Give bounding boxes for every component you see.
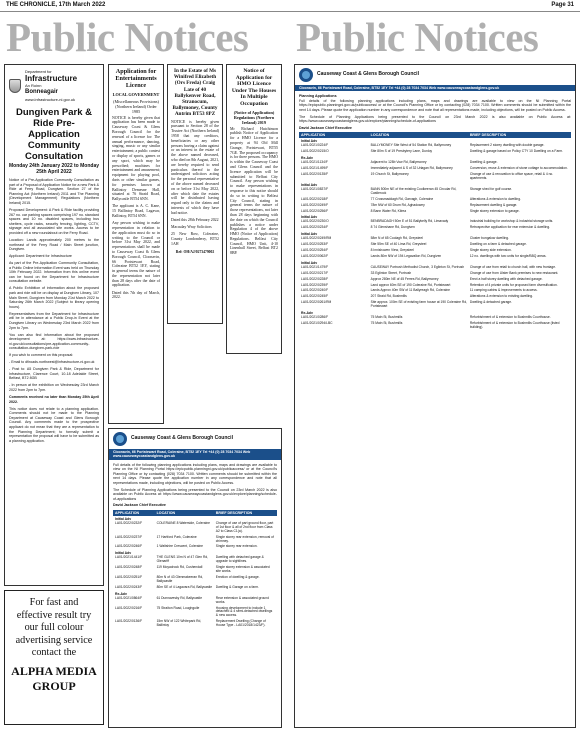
- para: Dated this 28th February 2022: [171, 217, 219, 222]
- description: Single storey extension & associated site works.: [215, 565, 270, 574]
- notice-sub: (Notice of Application) Regulations (Northern Ireland) 2019: [233, 109, 275, 125]
- notice-title: Dungiven Park & Ride Pre-Application Community Consultation: [15, 107, 93, 162]
- section-title-left: Public Notices: [6, 14, 249, 60]
- location: 75 Main St, Bushmills: [370, 315, 403, 320]
- para: Mr Richard Hutchinson publish Notice of Application for a HMO Licence for a property at 94 Old Mill Grange, Portstewart, BT55 7GE. The proposed occupancy is for three persons. The HMO is within the Causeway Coast and Glens Council and the licence application will be submitted to Belfast City Council. Any person wishing to make representations in response to this notice should do so in writing to Belfast City Council, stating in general terms the nature of those representations, not later than 28 days beginning with the date on which the Council publishes a notice under Regulation 4 of the above HMO (Notice of Application) Regulations. Belfast City Council, HMO Unit, 4-10 Linenhall Street, Belfast BT2 8BP.: [230, 126, 278, 256]
- application-ref: LA01/2022/0062/F: [301, 253, 329, 258]
- location: Adjacent to 128b Vow Rd, Ballymoney: [370, 160, 427, 165]
- location: CAUSEWAY Portrush Methodist Church, 3 Eglinton St, Portrush: [370, 264, 465, 269]
- application-ref: LA01/2022/0234/F: [301, 225, 329, 230]
- table-row: [113, 565, 277, 575]
- section-title-right: Public Notices: [296, 14, 539, 60]
- location: 33 Eglinton Street, Portrush: [370, 270, 412, 275]
- dept-line: Department for: [25, 69, 52, 74]
- location: 1 Waltshire Crescent, Coleraine: [156, 544, 204, 549]
- ad-text: For fast and effective result try our full colour advertising service contact the: [15, 597, 93, 658]
- table-row: [299, 321, 571, 331]
- para: The applicant is A. C. Kane, 15 Ballintoy Road, Lagavar, Ballintoy, BT54 6NN.: [112, 204, 160, 218]
- row-group-label: Initial Adv: [115, 516, 132, 521]
- application-ref: LA01/2022/0230/O: [301, 219, 329, 224]
- location: Immediately adjacent & S of 32 Urlagan Rd, Ballymoney: [370, 166, 453, 171]
- row-group-label: Re-Adv: [115, 591, 127, 596]
- table-row: [113, 555, 277, 565]
- notice-title: Notice of Application for HMO Licence Under The Houses In Multiple Occupation: [231, 68, 277, 107]
- description: Rear extension & associated ground works.: [215, 595, 269, 604]
- description: Dwelling & garage.: [469, 160, 498, 165]
- application-ref: LA01/2022/0246/F: [115, 544, 143, 549]
- description: Alterations & extension to dwelling.: [469, 196, 521, 201]
- application-ref: LA01/2022/0216/F: [115, 605, 143, 610]
- location: Approx 280m NE of 45 Ferres Rd, Ballymoney: [370, 276, 439, 281]
- location: 78m NW of 60 Drum Rd, Aghadowey: [370, 202, 425, 207]
- row-group-label: Initial Adv: [301, 215, 318, 220]
- notice-body: [230, 127, 278, 257]
- table-row: [113, 535, 277, 545]
- row-group-label: Re-Adv: [301, 156, 313, 161]
- application-table: [299, 138, 571, 330]
- description: 11 camping cabins & improvements to access.: [469, 288, 538, 293]
- council-contact-bar: Cloonavin, 66 Portstewart Road, Coleraine, BT52 1EY Tel +44 (0) 28 7034 7034 Web www.causewaycoastandglens.gov.uk: [109, 449, 281, 460]
- council-logo-icon: [299, 68, 313, 82]
- notice-title: Application for Entertainments Licence: [115, 68, 157, 90]
- description: Change of use & renovation to office space, retail & 4 no. apartments.: [469, 172, 554, 180]
- location: 8 74 Glenshane Rd, Dungiven: [370, 225, 415, 230]
- para: Representatives from the Department for Infrastructure will be in attendance at a Public Drop-in Event at the Dungiven Library on Wednesday 23rd March 2022 from 2pm to 7pm.: [9, 311, 99, 330]
- council-name: Causeway Coast & Glens Borough Council: [317, 71, 419, 78]
- description: Single storey extension to garage.: [469, 208, 520, 213]
- description: Single storey rear extension.: [215, 544, 258, 549]
- notice-dates: Monday 24th January 2022 to Monday 25th April 2022: [8, 163, 100, 175]
- location: 207 Straid Rd, Bushmills: [370, 294, 407, 299]
- description: Refurbishment of & extension to Bushmills Courthouse.: [469, 315, 551, 320]
- location: 15m NW of 122 Whitepark Rd, Ballintoy: [156, 619, 202, 628]
- application-ref: LA01/2022/0239/F: [301, 282, 329, 287]
- application-ref: LA01/2022/0237/F: [115, 534, 143, 539]
- para: Applicant: Department for Infrastructure: [9, 254, 72, 259]
- description: Change of use from retail to church hall, with new frontage.: [469, 264, 556, 269]
- location: 8 Innishowen View, Greysteel: [370, 248, 414, 253]
- hmo-notice: [226, 64, 282, 354]
- description: Dwelling & detached garage.: [469, 300, 512, 305]
- description: Erection of dwelling & garage.: [215, 575, 260, 579]
- location: COLERAINE 8 Waterside, Coleraine: [156, 520, 210, 525]
- dept-website: www.infrastructure-ni.gov.uk: [25, 97, 75, 102]
- ad-brand: ALPHA MEDIA GROUP: [11, 663, 97, 693]
- location: BENBRADAGH 50m E of 51 Ballykelly Rd, Limavady: [370, 219, 449, 224]
- signature: David Jackson Chief Executive: [113, 503, 166, 508]
- table-row: [113, 575, 277, 585]
- description: Replacement 2 storey dwelling with double garage.: [469, 143, 545, 148]
- description: Dwelling & Garage on a farm.: [215, 584, 260, 589]
- location: Land approx 60m SE of 190 Coleraine Rd, Portstewart: [370, 282, 451, 287]
- row-group-label: Initial Adv: [301, 182, 318, 187]
- description: Dwelling with detached garage & upgrade to sightlines.: [215, 555, 264, 564]
- description: Alterations & extension to existing dwelling.: [469, 294, 534, 299]
- causeway-planning-notice-1: [294, 64, 576, 728]
- col-location: LOCATION: [156, 510, 176, 515]
- row-group-label: Initial Adv: [115, 551, 132, 556]
- para: A Public Exhibition of information about the proposed park and ride will be on display at Dungiven Library, 107 Main Street, Dungiven from Monday 21st March 2022 to Saturday 26th March 2022 (Subject to library opening hours).: [9, 286, 99, 309]
- para: Comments received no later than Monday 25th April 2022.: [9, 395, 99, 404]
- application-ref: LA01/2022/0136/F: [115, 619, 143, 624]
- application-ref: LA01/2021/1441/F: [115, 555, 143, 560]
- location: 77 Crossmaddagh Rd, Garvagh, Coleraine: [370, 196, 434, 201]
- notice-title: In the Estate of Ms Winifred Elizabeth (Ors Freda) Craig Late of 40 Ballykenver Road, Stranocum, Ballymoney, County Antrim BT53 8PZ: [172, 68, 218, 118]
- description: 12 no. dwellings with two units for single/BBQ areas.: [469, 253, 547, 258]
- intro-schedule: The Schedule of Planning Applications being presented to the Council on 23rd March 2022 is also available on Public Access at: https://www.causewaycoastandglens.gov.uk/explore/planning/schedule-of-applications: [113, 487, 277, 501]
- description: Cluster bungalow dwelling.: [469, 236, 510, 241]
- location: 58m N of 65 Coolagh Rd, Greysteel: [370, 236, 423, 241]
- table-row: [113, 619, 277, 629]
- location: BANN 500m NE of the existing Coolkeeran 45 Circular Rd, Castlerock: [370, 186, 457, 195]
- location: Site 80m S of 19 Presbytery Lane, Dunloy: [370, 149, 433, 154]
- description: Change of use from Ulster Bank premises to new restaurant.: [469, 270, 559, 275]
- description: Refurbishment of & extension to Bushmills Courthouse (listed building).: [469, 321, 560, 329]
- alpha-media-ad: [4, 590, 104, 725]
- application-ref: LA01/2022/0217/F: [301, 270, 329, 275]
- dept-irish-name: Bonneagair: [25, 89, 59, 95]
- location: 19 Church St, Ballymoney: [370, 172, 409, 177]
- para: Proposed Development: A Park & Ride facility providing 267 no. car parking spaces comprising 197 no. standard spaces and 10 no. disabled spaces, including bus shelters, cycle racks, security fencing, lighting, CCTV, signage and all associated site works. Access to be provided off a new roundabout on the Ferry Road.: [9, 207, 99, 235]
- intro: Full details of the following planning applications including plans, maps and drawings are available to view on the NI Planning Portal https://epicpublic.planningni.gov.uk/publicaccess/ or at the Council's Planning Office or by contacting (028) 7034 7100. Written comments should be submitted within the next 14 days. Please quote the application number in any correspondence and note that all representations made, including objections, will be posted on Public Access.: [113, 462, 277, 485]
- row-group-label: Initial Adv: [301, 232, 318, 237]
- location: 17 Hartford Park, Coleraine: [156, 534, 197, 539]
- description: Dwelling & garage based on Policy CTY 10 Dwelling on a Farm.: [469, 149, 564, 154]
- para: Dated this 7th day of March, 2022.: [112, 290, 160, 300]
- para: If you wish to comment on this proposal:: [9, 353, 74, 358]
- col-description: BRIEF DESCRIPTION: [469, 133, 507, 138]
- application-ref: LA01/2022/0249/F: [301, 202, 329, 207]
- description: Single storey side extension.: [469, 248, 512, 253]
- application-ref: LA01/2021/1479/F: [301, 264, 329, 269]
- application-ref: LA01/2022/0218/F: [301, 196, 329, 201]
- notice-sub: (Miscellaneous Provisions) (Northern Ireland) Order 1985: [113, 98, 159, 114]
- estate-notice: [167, 64, 223, 324]
- application-ref: LA01/2021/0286/F: [301, 315, 329, 320]
- table-row: [113, 596, 277, 606]
- para: - Post to: A5 Dungiven Park & Ride, Department for Infrastructure, Clarence Court, 10-18 Adelaide Street, Belfast, BT2 8GB: [9, 367, 99, 381]
- application-ref: LA01/2021/0224/F: [301, 143, 329, 148]
- reference: Ref: OH/AJ/0273479002: [175, 249, 215, 254]
- para: As part of the Pre-Application Community Consultation, a Public Online Information Event was held on Thursday 10th February 2022. Information from this online event can be found on the Department for Infrastructure consultation website.: [9, 261, 99, 284]
- application-ref: LA01/2021/0294/LBC: [301, 321, 333, 326]
- application-ref: LA01/2021/1499/F: [301, 166, 329, 171]
- page-number: Page 31: [551, 2, 574, 8]
- application-ref: LA01/2022/0243/F: [115, 584, 143, 589]
- description: Dwelling on a farm & detached garage.: [469, 242, 527, 247]
- description: Single storey rear extension, removal of chimney.: [215, 534, 274, 543]
- dept-name: Infrastructure: [25, 74, 78, 83]
- location: Lands Approx 40m SW of 11 Ballyreagh Rd, Coleraine: [370, 288, 450, 293]
- location: 8 Bann Water Rd, Kilrea: [370, 208, 407, 213]
- col-location: LOCATION: [370, 133, 390, 138]
- description: Storage shed for golf course.: [469, 186, 513, 191]
- application-ref: LA01/2022/0248/F: [115, 565, 143, 570]
- location: Site 55m SE of 40 Lima Rd, Greysteel: [370, 242, 427, 247]
- description: Replacement dwelling & garage.: [469, 202, 518, 207]
- location: THE GLENS 10m N of 47 Glen Rd, Glenariff: [156, 555, 209, 564]
- application-ref: LA01/2022/0228/F: [301, 276, 329, 281]
- crest-icon: [9, 79, 21, 93]
- application-table: [113, 516, 277, 629]
- council-contact-bar: Cloonavin, 66 Portstewart Road, Coleraine, BT52 1EY Tel +44 (0) 28 7034 7034 Web www.causewaycoastandglens.gov.uk: [295, 85, 575, 91]
- description: Housing development to include 1 detached & 4 semi-detached dwellings & new access.: [215, 605, 273, 618]
- intro: Full details of the following planning applications including plans, maps and drawings are available to view on the NI Planning Portal https://epicpublic.planningni.gov.uk/publicaccess/ or at the Council's Planning Office or by contacting (028) 7034 7100. Written comments should be submitted within the next 14 days. Please quote the application number in any correspondence and note that all representations made, including objections, will be posted on Public Access.: [299, 98, 571, 113]
- application-ref: LA01/2021/0837/F: [301, 186, 329, 191]
- application-ref: LA01/2022/0135/F: [301, 172, 329, 177]
- application-ref: LA01/2022/0240/F: [301, 288, 329, 293]
- application-ref: LA01/2022/0215/O: [301, 149, 329, 154]
- newspaper-date: THE CHRONICLE, 17th March 2022: [6, 2, 106, 8]
- section-heading: Planning Applications: [299, 94, 337, 99]
- table-row: [113, 521, 277, 535]
- page-header: [0, 0, 580, 12]
- table-row: [299, 187, 571, 197]
- description: Replacement Dwelling (Change of House Type - LA01/2018/1423/F).: [215, 619, 266, 628]
- application-ref: LA01/2022/0256/F: [301, 208, 329, 213]
- dfi-logo: [5, 65, 103, 104]
- intro-schedule: The Schedule of Planning Applications being presented to the Council on 23rd March 2022 is also available on Public Access at: https://www.causewaycoastandglens.gov.uk/explore/planning/schedule-of-applications: [299, 114, 571, 124]
- para: - In person at the exhibition on Wednesday 23rd March 2022 from 2pm to 7pm.: [9, 383, 99, 393]
- council-header: [295, 65, 575, 85]
- row-group-label: Re-Adv: [301, 311, 313, 316]
- location: 75 Main St, Bushmills: [370, 321, 403, 326]
- causeway-planning-notice-2: [108, 428, 282, 728]
- para: 25 New Row, Coleraine, County Londonderry, BT52 1AH: [171, 232, 219, 246]
- location: 61 Dunnavesky Rd, Ballycastle: [156, 595, 203, 600]
- dept-irish: An Roinn: [25, 83, 42, 88]
- notice-sub: LOCAL GOVERNMENT: [112, 91, 160, 97]
- para: Notice of a Pre-Application Community Consultation as part of a Proposal of Application Notice for a new Park & Ride at Ferry Road, Dungiven. Section 27 of the Planning Act (Northern Ireland) 2011 and The Planning (Development Management) Regulations (Northern Ireland) 2015.: [9, 178, 99, 205]
- col-description: BRIEF DESCRIPTION: [215, 510, 253, 515]
- notice-body: [171, 120, 219, 247]
- para: NOTICE is hereby given pursuant to Section 28 of the Trustee Act (Northern Ireland) 1958 that any creditors, beneficiaries or any other persons having a claim against or an interest in the estate of the above named deceased, who died on 8th August, 2021, are hereby required to send particulars thereof to the undersigned solicitors acting for the personal representative of the above named deceased on or before 31st May 2022, after which date the estates will be distributed having regard only to the claims and interests of which they have had notice.: [171, 119, 219, 215]
- para: This notice does not relate to a planning application. Comments should not be made to the Planning Department at Causeway Coast and Glens Borough Council. Any comments made to the prospective applicant do not mean that they are a representation to the Planning Department; to formally submit a representation the proposal will have to be submitted as a planning application.: [9, 406, 99, 443]
- para: Macaulay Wray Solicitors: [171, 225, 212, 230]
- application-ref: LA01/2022/0245/F: [301, 294, 329, 299]
- council-header: [109, 429, 281, 449]
- location: 75 Straiton Road, Loughguile: [156, 605, 200, 610]
- location: 80m SE of 4 Lagavara Rd, Ballycastle: [156, 584, 213, 589]
- application-ref: LA01/2021/0864/F: [115, 595, 143, 600]
- council-name: Causeway Coast & Glens Borough Council: [131, 435, 233, 442]
- location: 119 Moyadrock Rd, Cushendall: [156, 565, 203, 570]
- dungiven-notice: [4, 64, 104, 586]
- application-ref: LA01/2021/1134/F: [301, 160, 328, 165]
- col-application: APPLICATION: [115, 510, 140, 515]
- para: Any person wishing to make representation in relation to the application must do so in writing to the Council or before 31st May 2022, and representations shall be made to Causeway Coast & Glens Borough Council, Cloonavin, 66 Portstewart Road, Coleraine BT52 1EY, stating in general terms the nature of the representation not later than 28 days after the date of application.: [112, 221, 160, 288]
- description: Retention of 4 private units for proposed farm diversification.: [469, 282, 558, 287]
- application-ref: LA01/2022/0232/F: [115, 520, 143, 525]
- para: NOTICE is hereby given that application has been made to Causeway Coast & Glens Borough Council for the renewal of a licence for: The annual performance, dancing, singing, music or any similar entertainment; a public contest or display of sports, games or any sport, which may be prescribed; machines for entertainment and amusement; equipment for playing pool, darts or other similar games, for premises known at Ballintoy Demesne Hall, situated at 76 Straid Road, Ballycastle BT54 6NN.: [112, 115, 160, 202]
- table-row: [299, 172, 571, 182]
- application-ref: LA01/2022/0249/RM: [301, 236, 332, 241]
- col-application: APPLICATION: [301, 133, 326, 138]
- location: 80m N of 43 Glenmakeeran Rd, Ballycastle: [156, 575, 204, 583]
- row-group-label: Initial Adv: [301, 139, 318, 144]
- notice-body: [112, 116, 160, 301]
- para: You can also find information about the proposed development at: https://www.infrastructure-ni.gov.uk/consultations/pre-application-community-consultation-dungiven-park-ride: [9, 332, 99, 351]
- description: Erect a half storey dwelling with detached garage.: [469, 276, 543, 281]
- notice-body: [5, 178, 103, 443]
- table-row: [113, 606, 277, 620]
- para: - Email to dfiroads.northwest@infrastructure-ni.gov.uk: [9, 360, 95, 365]
- description: Retrospective application for rear extension & dwelling.: [469, 225, 551, 230]
- application-ref: LA01/2022/0251/F: [115, 575, 143, 579]
- application-ref: LA01/2022/0254/F: [301, 248, 329, 253]
- description: Conversion, reuse & extension of stone cottage to accommodation.: [469, 166, 568, 171]
- council-logo-icon: [113, 432, 127, 446]
- application-ref: LA01/2022/0253/F: [301, 242, 329, 247]
- row-group-label: Initial Adv: [301, 260, 318, 265]
- location: BALLYMONEY Site West of 54 Station Rd, Ballymoney: [370, 143, 452, 148]
- para: Location: Lands approximately 200 metres to the northeast of the Ferry Road / Main Street junction, Dungiven.: [9, 237, 99, 252]
- description: Change of use of part ground floor, part of 1st floor & all of 2nd floor from Class A2 to Class C1(a).: [215, 520, 274, 533]
- location: Lands 80m NW of 194 Legavallon Rd, Dungiven: [370, 253, 442, 258]
- entertainments-notice: [108, 64, 164, 424]
- description: Industrial building for workshop & industrial storage units.: [469, 219, 554, 224]
- location: Site approx. 100m SE of existing farm house at 190 Coleraine Rd, Portstewart: [370, 300, 468, 309]
- application-ref: LA01/2022/0261/RM: [301, 300, 332, 305]
- signature: David Jackson Chief Executive: [299, 125, 352, 130]
- table-row: [299, 300, 571, 310]
